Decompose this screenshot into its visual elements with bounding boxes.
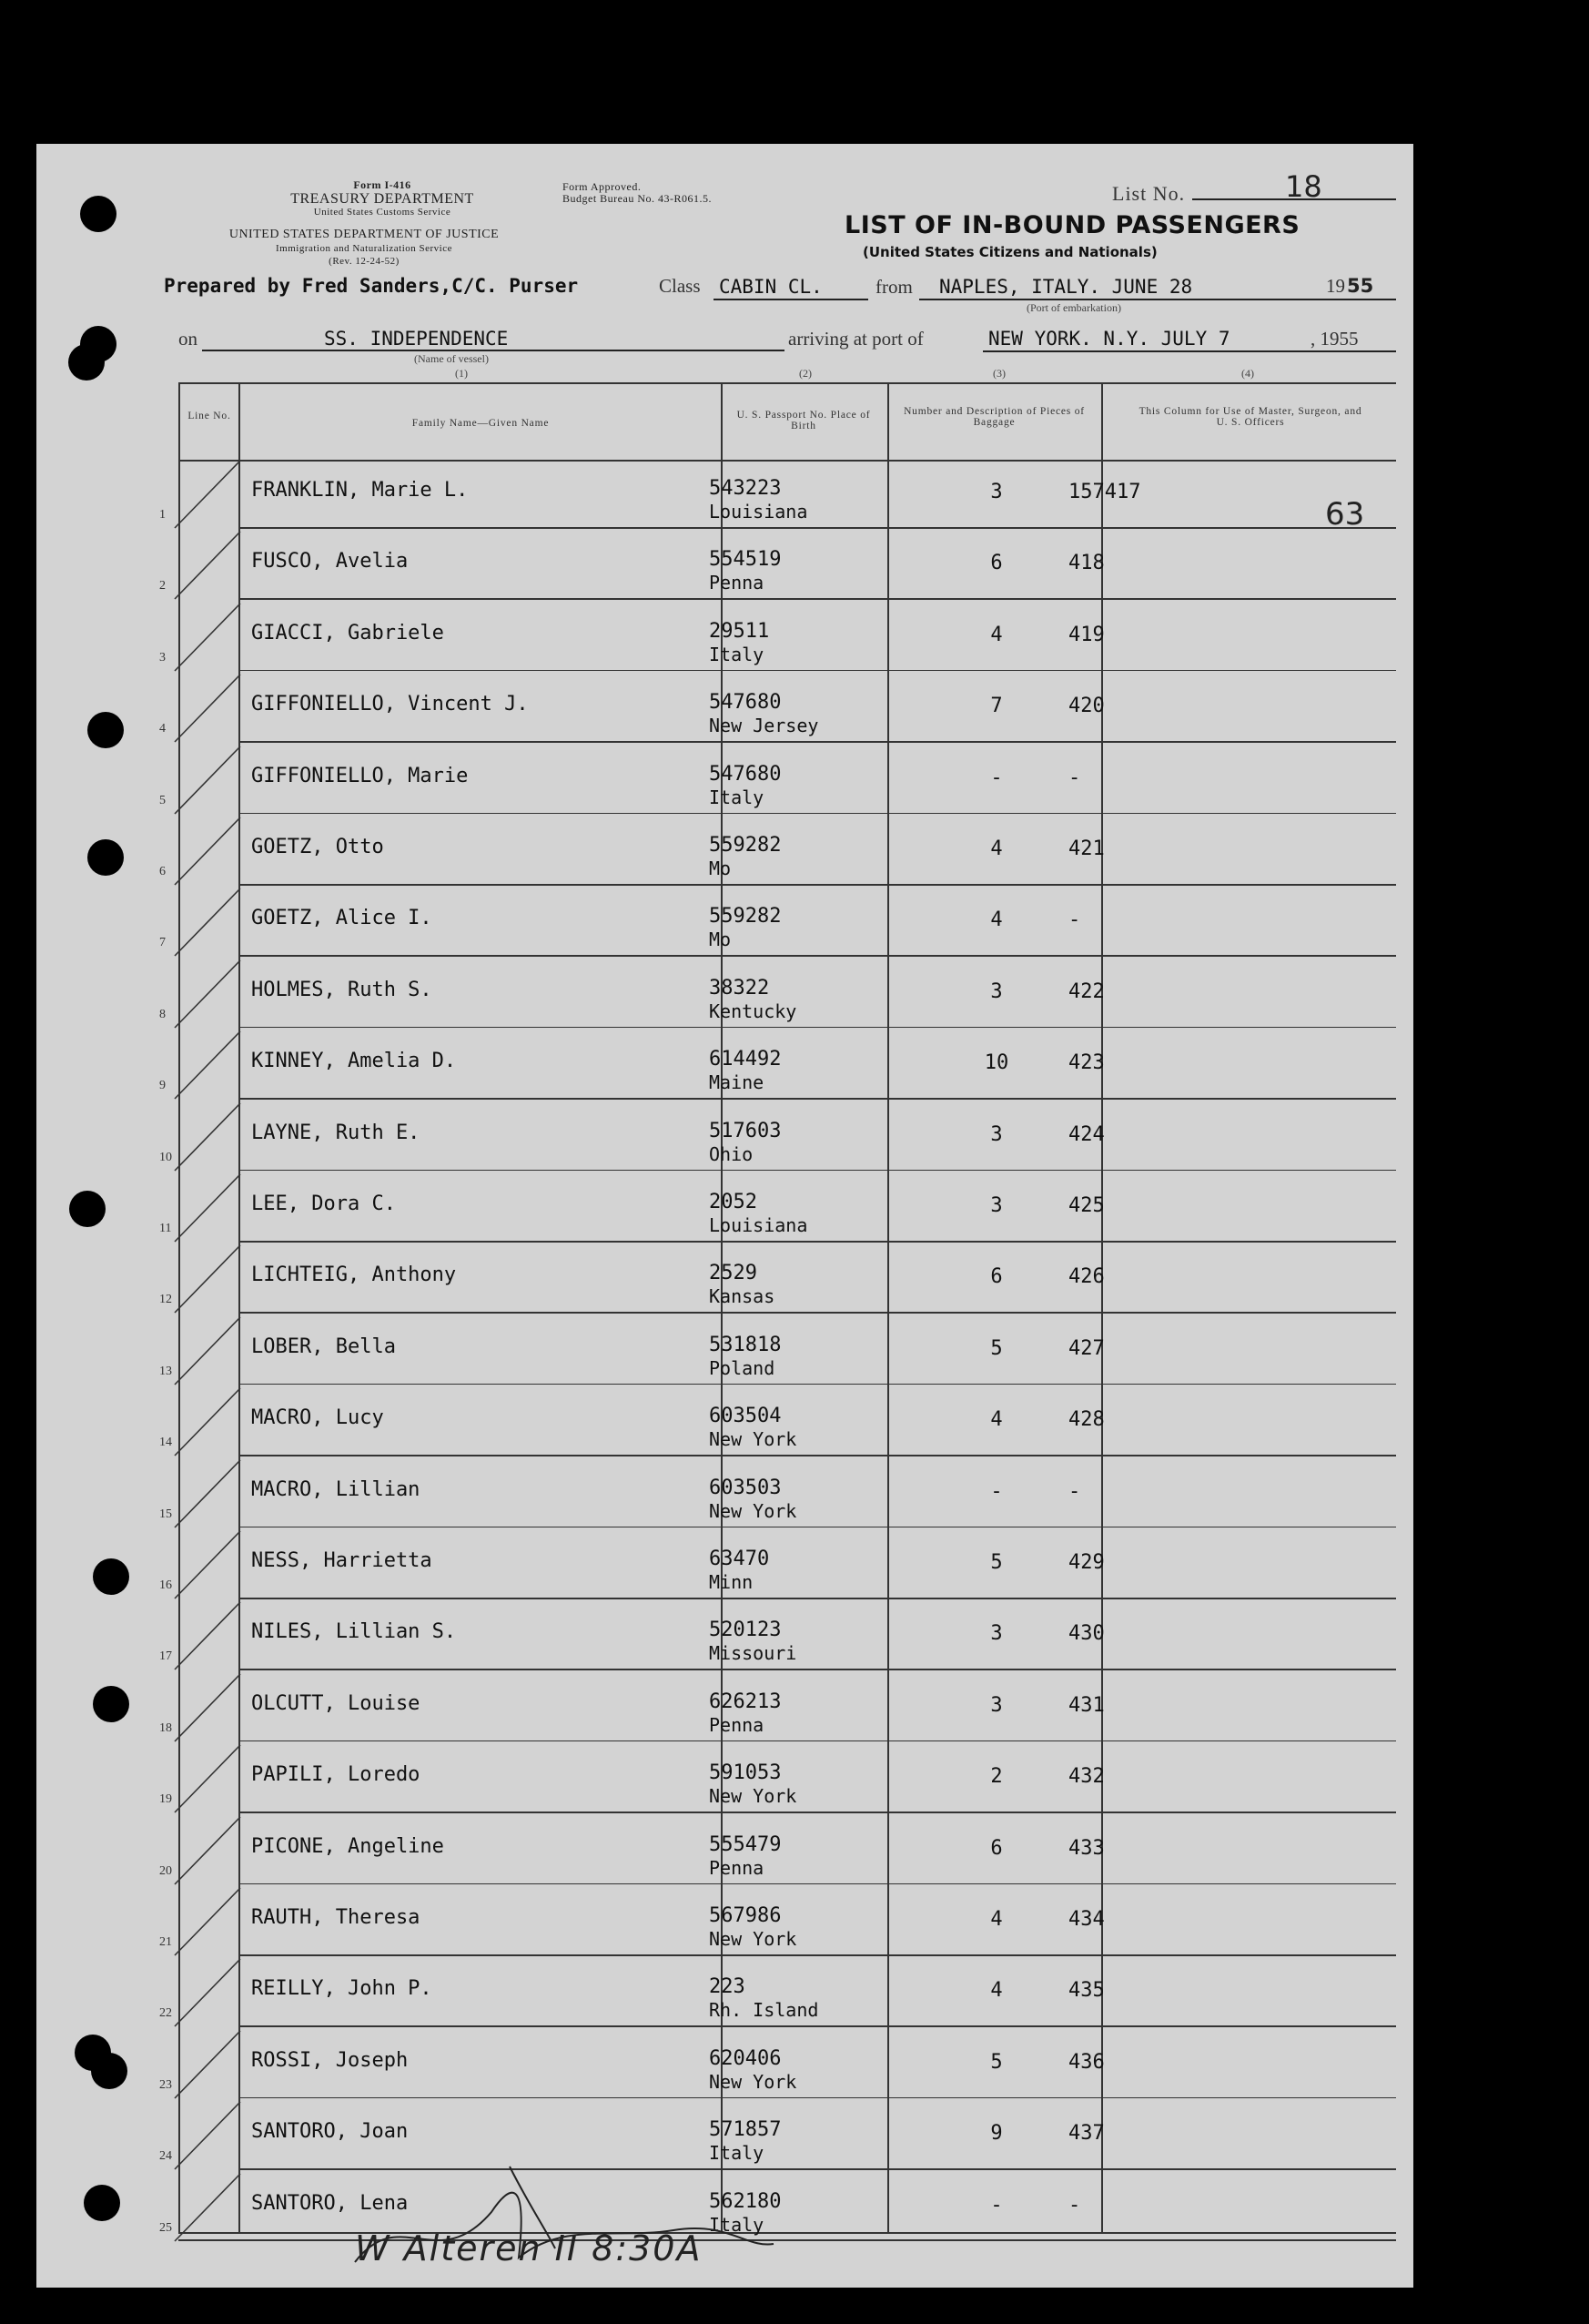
baggage-count: 4 (990, 1408, 1003, 1432)
line-number: 13 (159, 1364, 172, 1378)
line-number: 21 (159, 1935, 172, 1949)
place-of-birth: Mo (709, 858, 732, 879)
baggage-count: 3 (990, 979, 1003, 1003)
baggage-count: 6 (990, 552, 1003, 575)
row-divider (238, 2097, 1396, 2099)
place-of-birth: New York (709, 1499, 797, 1522)
col-header-name: Family Name—Given Name (411, 418, 550, 429)
vessel-underline (202, 350, 784, 351)
place-of-birth: New York (709, 1428, 797, 1451)
officer-mark: 437 (1068, 2122, 1105, 2146)
check-mark (171, 1670, 244, 1743)
arrival-underline (983, 350, 1396, 352)
baggage-count: - (990, 1479, 1003, 1503)
from-label: from (875, 276, 913, 298)
passport-number: 603504 (709, 1405, 782, 1428)
col1-caption: (1) (455, 367, 468, 380)
table-row (0, 676, 1377, 747)
line-number: 24 (159, 2149, 172, 2164)
row-divider (238, 741, 1396, 743)
officer-mark: 421 (1068, 837, 1105, 860)
passport-number: 547680 (709, 691, 782, 715)
passport-number: 603503 (709, 1476, 782, 1499)
check-mark (171, 885, 244, 958)
place-of-birth: Missouri (709, 1642, 797, 1665)
class-underline (714, 299, 868, 300)
line-number: 11 (159, 1222, 172, 1235)
treasury-department: TREASURY DEPARTMENT (290, 191, 474, 207)
passenger-name: NILES, Lillian S. (251, 1620, 457, 1644)
table-row (0, 1961, 1377, 2032)
officer-mark: 432 (1068, 1765, 1105, 1789)
check-mark (171, 2027, 244, 2100)
line-number: 16 (159, 1578, 172, 1592)
officer-mark: 422 (1068, 979, 1105, 1003)
baggage-count: 3 (990, 1693, 1003, 1717)
table-row (0, 1533, 1377, 1604)
place-of-birth: Kansas (709, 1285, 775, 1308)
punch-hole (80, 196, 116, 232)
officer-mark: 420 (1068, 695, 1105, 718)
baggage-count: 6 (990, 1265, 1003, 1289)
passport-number: 547680 (709, 762, 782, 786)
line-number: 19 (159, 1792, 172, 1807)
check-mark (171, 1171, 244, 1243)
baggage-count: 4 (990, 623, 1003, 646)
line-number: 2 (159, 579, 166, 594)
line-number: 12 (159, 1293, 172, 1307)
place-of-birth: Penna (709, 1713, 764, 1736)
table-row (0, 533, 1377, 604)
check-mark (171, 1100, 244, 1172)
col3-caption: (3) (993, 367, 1006, 380)
vessel-name: SS. INDEPENDENCE (324, 328, 509, 350)
check-mark (171, 1955, 244, 2028)
officer-mark: 425 (1068, 1194, 1105, 1217)
check-mark (171, 528, 244, 601)
baggage-count: 5 (990, 1336, 1003, 1360)
justice-department: UNITED STATES DEPARTMENT OF JUSTICE (228, 228, 500, 241)
passport-number: 555479 (709, 1832, 782, 1856)
row-divider (238, 1170, 1396, 1172)
row-divider (238, 1598, 1396, 1599)
passenger-name: LEE, Dora C. (251, 1192, 396, 1215)
col2-caption: (2) (799, 367, 812, 380)
passport-number: 63470 (709, 1548, 770, 1570)
handwritten-stamp: W Alteren II 8:30A (355, 2228, 703, 2268)
place-of-birth: Kentucky (709, 1000, 797, 1022)
embarkation-value: NAPLES, ITALY. JUNE 28 (939, 276, 1193, 298)
passenger-name: HOLMES, Ruth S. (251, 978, 432, 1001)
table-row (0, 1462, 1377, 1533)
passenger-name: GOETZ, Otto (251, 836, 384, 858)
baggage-count: 10 (984, 1051, 1009, 1075)
row-divider (238, 1312, 1396, 1314)
passenger-name: LOBER, Bella (251, 1335, 396, 1358)
place-of-birth: Poland (709, 1356, 775, 1379)
row-divider (238, 1027, 1396, 1029)
line-number: 23 (159, 2077, 172, 2092)
check-mark (171, 2098, 244, 2171)
embarkation-year: 55 (1347, 275, 1374, 297)
punch-hole (68, 344, 105, 381)
page-mark: 63 (1325, 496, 1365, 533)
passport-number: 559282 (709, 905, 782, 929)
baggage-count: - (990, 766, 1003, 789)
row-divider (238, 527, 1396, 529)
baggage-count: 3 (990, 1194, 1003, 1217)
baggage-count: 9 (990, 2122, 1003, 2146)
passport-number: 38322 (709, 976, 770, 1000)
passenger-name: SANTORO, Joan (251, 2120, 409, 2144)
baggage-count: 4 (990, 1908, 1003, 1931)
check-mark (171, 1813, 244, 1886)
baggage-count: 4 (990, 837, 1003, 860)
check-mark (171, 671, 244, 744)
line-number: 18 (159, 1720, 172, 1735)
officer-mark: 435 (1068, 1979, 1105, 2003)
table-row (0, 962, 1377, 1033)
check-mark (171, 1242, 244, 1314)
table-row (0, 1247, 1377, 1318)
officer-mark: 424 (1068, 1122, 1105, 1146)
officer-mark: 431 (1068, 1693, 1105, 1717)
passport-number: 554519 (709, 548, 782, 572)
col-header-passport: U. S. Passport No. Place of Birth (736, 410, 871, 431)
baggage-count: 7 (990, 695, 1003, 718)
table-row (0, 1819, 1377, 1890)
passport-number: 571857 (709, 2118, 782, 2142)
place-of-birth: Mo (709, 929, 732, 951)
immigration-service: Immigration and Naturalization Service (275, 243, 453, 254)
passenger-name: LICHTEIG, Anthony (251, 1263, 457, 1287)
check-mark (171, 1527, 244, 1600)
form-approved: Form Approved. (562, 180, 642, 193)
passport-number: 520123 (709, 1619, 782, 1642)
row-divider (238, 1812, 1396, 1813)
row-divider (238, 1098, 1396, 1100)
officer-mark: - (1068, 2193, 1081, 2217)
table-row (0, 1390, 1377, 1461)
baggage-count: 3 (990, 481, 1003, 503)
class-label: Class (659, 275, 701, 297)
table-row (0, 748, 1377, 819)
line-number: 17 (159, 1649, 172, 1664)
table-row (0, 819, 1377, 890)
passport-number: 2529 (709, 1262, 757, 1285)
table-row (0, 1176, 1377, 1247)
baggage-count: 5 (990, 2050, 1003, 2074)
check-mark (171, 1028, 244, 1101)
place-of-birth: Rh. Island (709, 1999, 819, 2022)
col-header-officers: This Column for Use of Master, Surgeon, and U. S. Officers (1139, 406, 1362, 428)
officer-mark: 427 (1068, 1336, 1105, 1360)
passenger-name: GOETZ, Alice I. (251, 907, 432, 930)
officer-mark: 430 (1068, 1622, 1105, 1646)
place-of-birth: Italy (709, 2213, 764, 2236)
passenger-name: FRANKLIN, Marie L. (251, 479, 469, 502)
passport-number: 591053 (709, 1761, 782, 1785)
check-mark (171, 600, 244, 673)
check-mark (171, 1741, 244, 1814)
passenger-name: PICONE, Angeline (251, 1834, 444, 1858)
baggage-count: 6 (990, 1836, 1003, 1860)
passenger-name: MACRO, Lucy (251, 1406, 384, 1430)
table-row (0, 1033, 1377, 1104)
officer-mark: 429 (1068, 1551, 1105, 1574)
table-top-border (178, 382, 1396, 384)
passport-number: 543223 (709, 477, 782, 500)
officer-mark: - (1068, 766, 1081, 789)
embarkation-year-prefix: 19 (1326, 275, 1345, 297)
check-mark (171, 1456, 244, 1529)
line-number: 15 (159, 1507, 172, 1521)
officer-mark: - (1068, 908, 1081, 932)
check-mark (171, 1884, 244, 1957)
row-divider (238, 1954, 1396, 1956)
passenger-name: OLCUTT, Louise (251, 1691, 420, 1715)
passport-number: 626213 (709, 1690, 782, 1713)
place-of-birth: New York (709, 2070, 797, 2093)
baggage-count: - (990, 2193, 1003, 2217)
line-number: 6 (159, 865, 166, 878)
passenger-name: GIFFONIELLO, Vincent J. (251, 693, 529, 716)
place-of-birth: Louisiana (709, 501, 808, 523)
line-number: 25 (159, 2220, 172, 2235)
place-of-birth: Penna (709, 1856, 764, 1879)
place-of-birth: Italy (709, 2142, 764, 2165)
officer-mark: 423 (1068, 1051, 1105, 1075)
baggage-count: 2 (990, 1765, 1003, 1789)
officer-mark: 426 (1068, 1265, 1105, 1289)
port-embarkation-caption: (Port of embarkation) (1027, 301, 1121, 314)
list-number-label: List No. (1112, 182, 1186, 205)
passport-number: 614492 (709, 1048, 782, 1071)
officer-mark: 433 (1068, 1836, 1105, 1860)
table-row (0, 2033, 1377, 2104)
table-row (0, 1890, 1377, 1961)
passenger-name: NESS, Harrietta (251, 1549, 432, 1572)
line-number: 4 (159, 722, 166, 736)
table-row (0, 462, 1377, 533)
line-number: 3 (159, 650, 166, 665)
place-of-birth: Penna (709, 572, 764, 594)
class-value: CABIN CL. (719, 276, 823, 298)
passenger-name: SANTORO, Lena (251, 2191, 409, 2215)
passenger-name: MACRO, Lillian (251, 1477, 420, 1501)
baggage-count: 4 (990, 1979, 1003, 2003)
check-mark (171, 1385, 244, 1457)
form-subtitle: (United States Citizens and Nationals) (863, 244, 1158, 260)
arrival-year: , 1955 (1311, 328, 1359, 350)
line-number: 1 (159, 508, 166, 522)
baggage-count: 3 (990, 1622, 1003, 1646)
officer-mark: 418 (1068, 552, 1105, 575)
row-divider (238, 670, 1396, 672)
place-of-birth: New York (709, 1928, 797, 1950)
officer-mark: 434 (1068, 1908, 1105, 1931)
check-mark (171, 743, 244, 816)
line-number: 8 (159, 1007, 166, 1021)
passport-number: 559282 (709, 834, 782, 857)
place-of-birth: New Jersey (709, 715, 819, 737)
header-bottom-border (178, 460, 1396, 462)
place-of-birth: Maine (709, 1071, 764, 1094)
vessel-caption: (Name of vessel) (414, 352, 489, 365)
form-number: Form I-416 (353, 178, 411, 191)
row-divider (238, 1883, 1396, 1885)
list-number: 18 (1285, 169, 1322, 204)
table-row (0, 1747, 1377, 1818)
passenger-name: KINNEY, Amelia D. (251, 1050, 457, 1073)
customs-service: United States Customs Service (313, 207, 451, 218)
passport-number: 620406 (709, 2046, 782, 2070)
line-number: 9 (159, 1079, 166, 1093)
line-number: 20 (159, 1863, 172, 1878)
row-divider (238, 1669, 1396, 1670)
arriving-label: arriving at port of (788, 328, 924, 350)
line-number: 5 (159, 793, 166, 807)
place-of-birth: Ohio (709, 1142, 754, 1165)
form-title: LIST OF IN-BOUND PASSENGERS (845, 211, 1301, 239)
passenger-name: ROSSI, Joseph (251, 2048, 409, 2072)
officer-mark: 157417 (1068, 481, 1141, 503)
officer-mark: 428 (1068, 1408, 1105, 1432)
line-number: 22 (159, 2006, 172, 2021)
place-of-birth: Italy (709, 643, 764, 665)
table-row (0, 890, 1377, 961)
table-row (0, 1319, 1377, 1390)
baggage-count: 4 (990, 908, 1003, 932)
passport-number: 29511 (709, 619, 770, 643)
officer-mark: 419 (1068, 623, 1105, 646)
check-mark (171, 957, 244, 1030)
row-divider (238, 884, 1396, 886)
passenger-name: GIACCI, Gabriele (251, 621, 444, 644)
passport-number: 517603 (709, 1119, 782, 1142)
line-number: 14 (159, 1436, 172, 1450)
check-mark (171, 1314, 244, 1386)
prepared-by: Prepared by Fred Sanders,C/C. Purser (164, 275, 579, 297)
from-underline (919, 299, 1396, 300)
check-mark (171, 2170, 244, 2243)
officer-mark: - (1068, 1479, 1081, 1503)
revision-date: (Rev. 12-24-52) (329, 256, 400, 267)
table-row (0, 1676, 1377, 1747)
passenger-name: RAUTH, Theresa (251, 1906, 420, 1929)
table-row (0, 605, 1377, 676)
passenger-name: LAYNE, Ruth E. (251, 1121, 420, 1144)
col-header-baggage: Number and Description of Pieces of Baggage (904, 406, 1085, 428)
passenger-name: FUSCO, Avelia (251, 550, 409, 573)
row-divider (238, 1740, 1396, 1742)
passenger-name: REILLY, John P. (251, 1977, 432, 2001)
row-divider (238, 2025, 1396, 2027)
officer-mark: 436 (1068, 2050, 1105, 2074)
place-of-birth: Minn (709, 1571, 754, 1593)
on-label: on (178, 328, 197, 350)
row-divider (238, 1527, 1396, 1528)
baggage-count: 5 (990, 1551, 1003, 1574)
col4-caption: (4) (1241, 367, 1254, 380)
passport-number: 562180 (709, 2189, 782, 2213)
check-mark (171, 1598, 244, 1671)
line-number: 10 (159, 1150, 172, 1164)
passport-number: 2052 (709, 1191, 757, 1213)
table-row (0, 1604, 1377, 1675)
arrival-port: NEW YORK. N.Y. JULY 7 (988, 328, 1230, 350)
row-divider (238, 955, 1396, 957)
line-number: 7 (159, 936, 166, 950)
check-mark (171, 814, 244, 887)
passenger-name: GIFFONIELLO, Marie (251, 764, 469, 787)
row-divider (238, 813, 1396, 815)
row-divider (238, 1384, 1396, 1385)
passenger-name: PAPILI, Loredo (251, 1763, 420, 1787)
row-divider (238, 1455, 1396, 1456)
col-header-line: Line No. (187, 411, 231, 421)
passport-number: 567986 (709, 1904, 782, 1927)
check-mark (171, 457, 244, 530)
place-of-birth: Louisiana (709, 1214, 808, 1236)
baggage-count: 3 (990, 1122, 1003, 1146)
table-row (0, 1105, 1377, 1176)
row-divider (238, 598, 1396, 600)
passport-number: 223 (709, 1975, 745, 1999)
budget-bureau: Budget Bureau No. 43-R061.5. (562, 192, 712, 205)
place-of-birth: New York (709, 1785, 797, 1808)
row-divider (238, 1241, 1396, 1243)
place-of-birth: Italy (709, 786, 764, 808)
passport-number: 531818 (709, 1333, 782, 1356)
